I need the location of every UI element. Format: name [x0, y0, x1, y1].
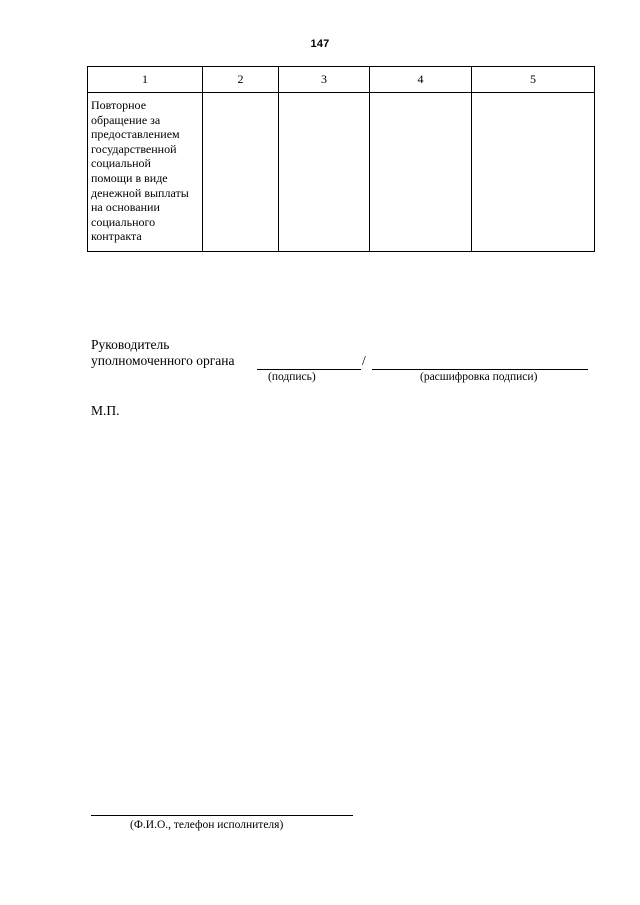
- table-cell-empty: [203, 93, 279, 252]
- table-cell-empty: [370, 93, 472, 252]
- table-row: [88, 93, 595, 252]
- row-label-line: помощи в виде: [91, 170, 168, 185]
- signature-caption: (подпись): [268, 371, 316, 383]
- row-label-line: контракта: [91, 229, 142, 244]
- row-label-line: социальной: [91, 156, 151, 171]
- column-header: 1: [88, 67, 203, 93]
- signer-organ: уполномоченного органа: [91, 353, 235, 368]
- executor-caption: (Ф.И.О., телефон исполнителя): [130, 819, 284, 831]
- page-number: 147: [310, 38, 330, 50]
- row-label-line: денежной выплаты: [91, 185, 189, 200]
- signature-decode-caption: (расшифровка подписи): [420, 371, 538, 383]
- row-label-line: на основании: [91, 200, 160, 215]
- stamp-label: М.П.: [91, 403, 120, 418]
- signature-decode-line: [372, 369, 588, 370]
- table-cell-label: [88, 93, 203, 252]
- row-label: [88, 93, 202, 244]
- column-header: 3: [279, 67, 370, 93]
- row-label-line: социального: [91, 214, 156, 229]
- row-label-line: государственной: [91, 141, 177, 156]
- signature-separator: /: [362, 353, 366, 368]
- row-label-line: предоставлением: [91, 127, 180, 142]
- form-table: [87, 66, 595, 252]
- column-header: 5: [472, 67, 595, 93]
- row-label-line: обращение за: [91, 112, 161, 127]
- table-cell-empty: [472, 93, 595, 252]
- signer-title: Руководитель: [91, 337, 170, 352]
- row-label-line: Повторное: [91, 98, 147, 112]
- table-header-row: [88, 67, 595, 93]
- signature-line: [257, 369, 361, 370]
- column-header: 4: [370, 67, 472, 93]
- executor-line: [91, 815, 353, 816]
- column-header: 2: [203, 67, 279, 93]
- table-cell-empty: [279, 93, 370, 252]
